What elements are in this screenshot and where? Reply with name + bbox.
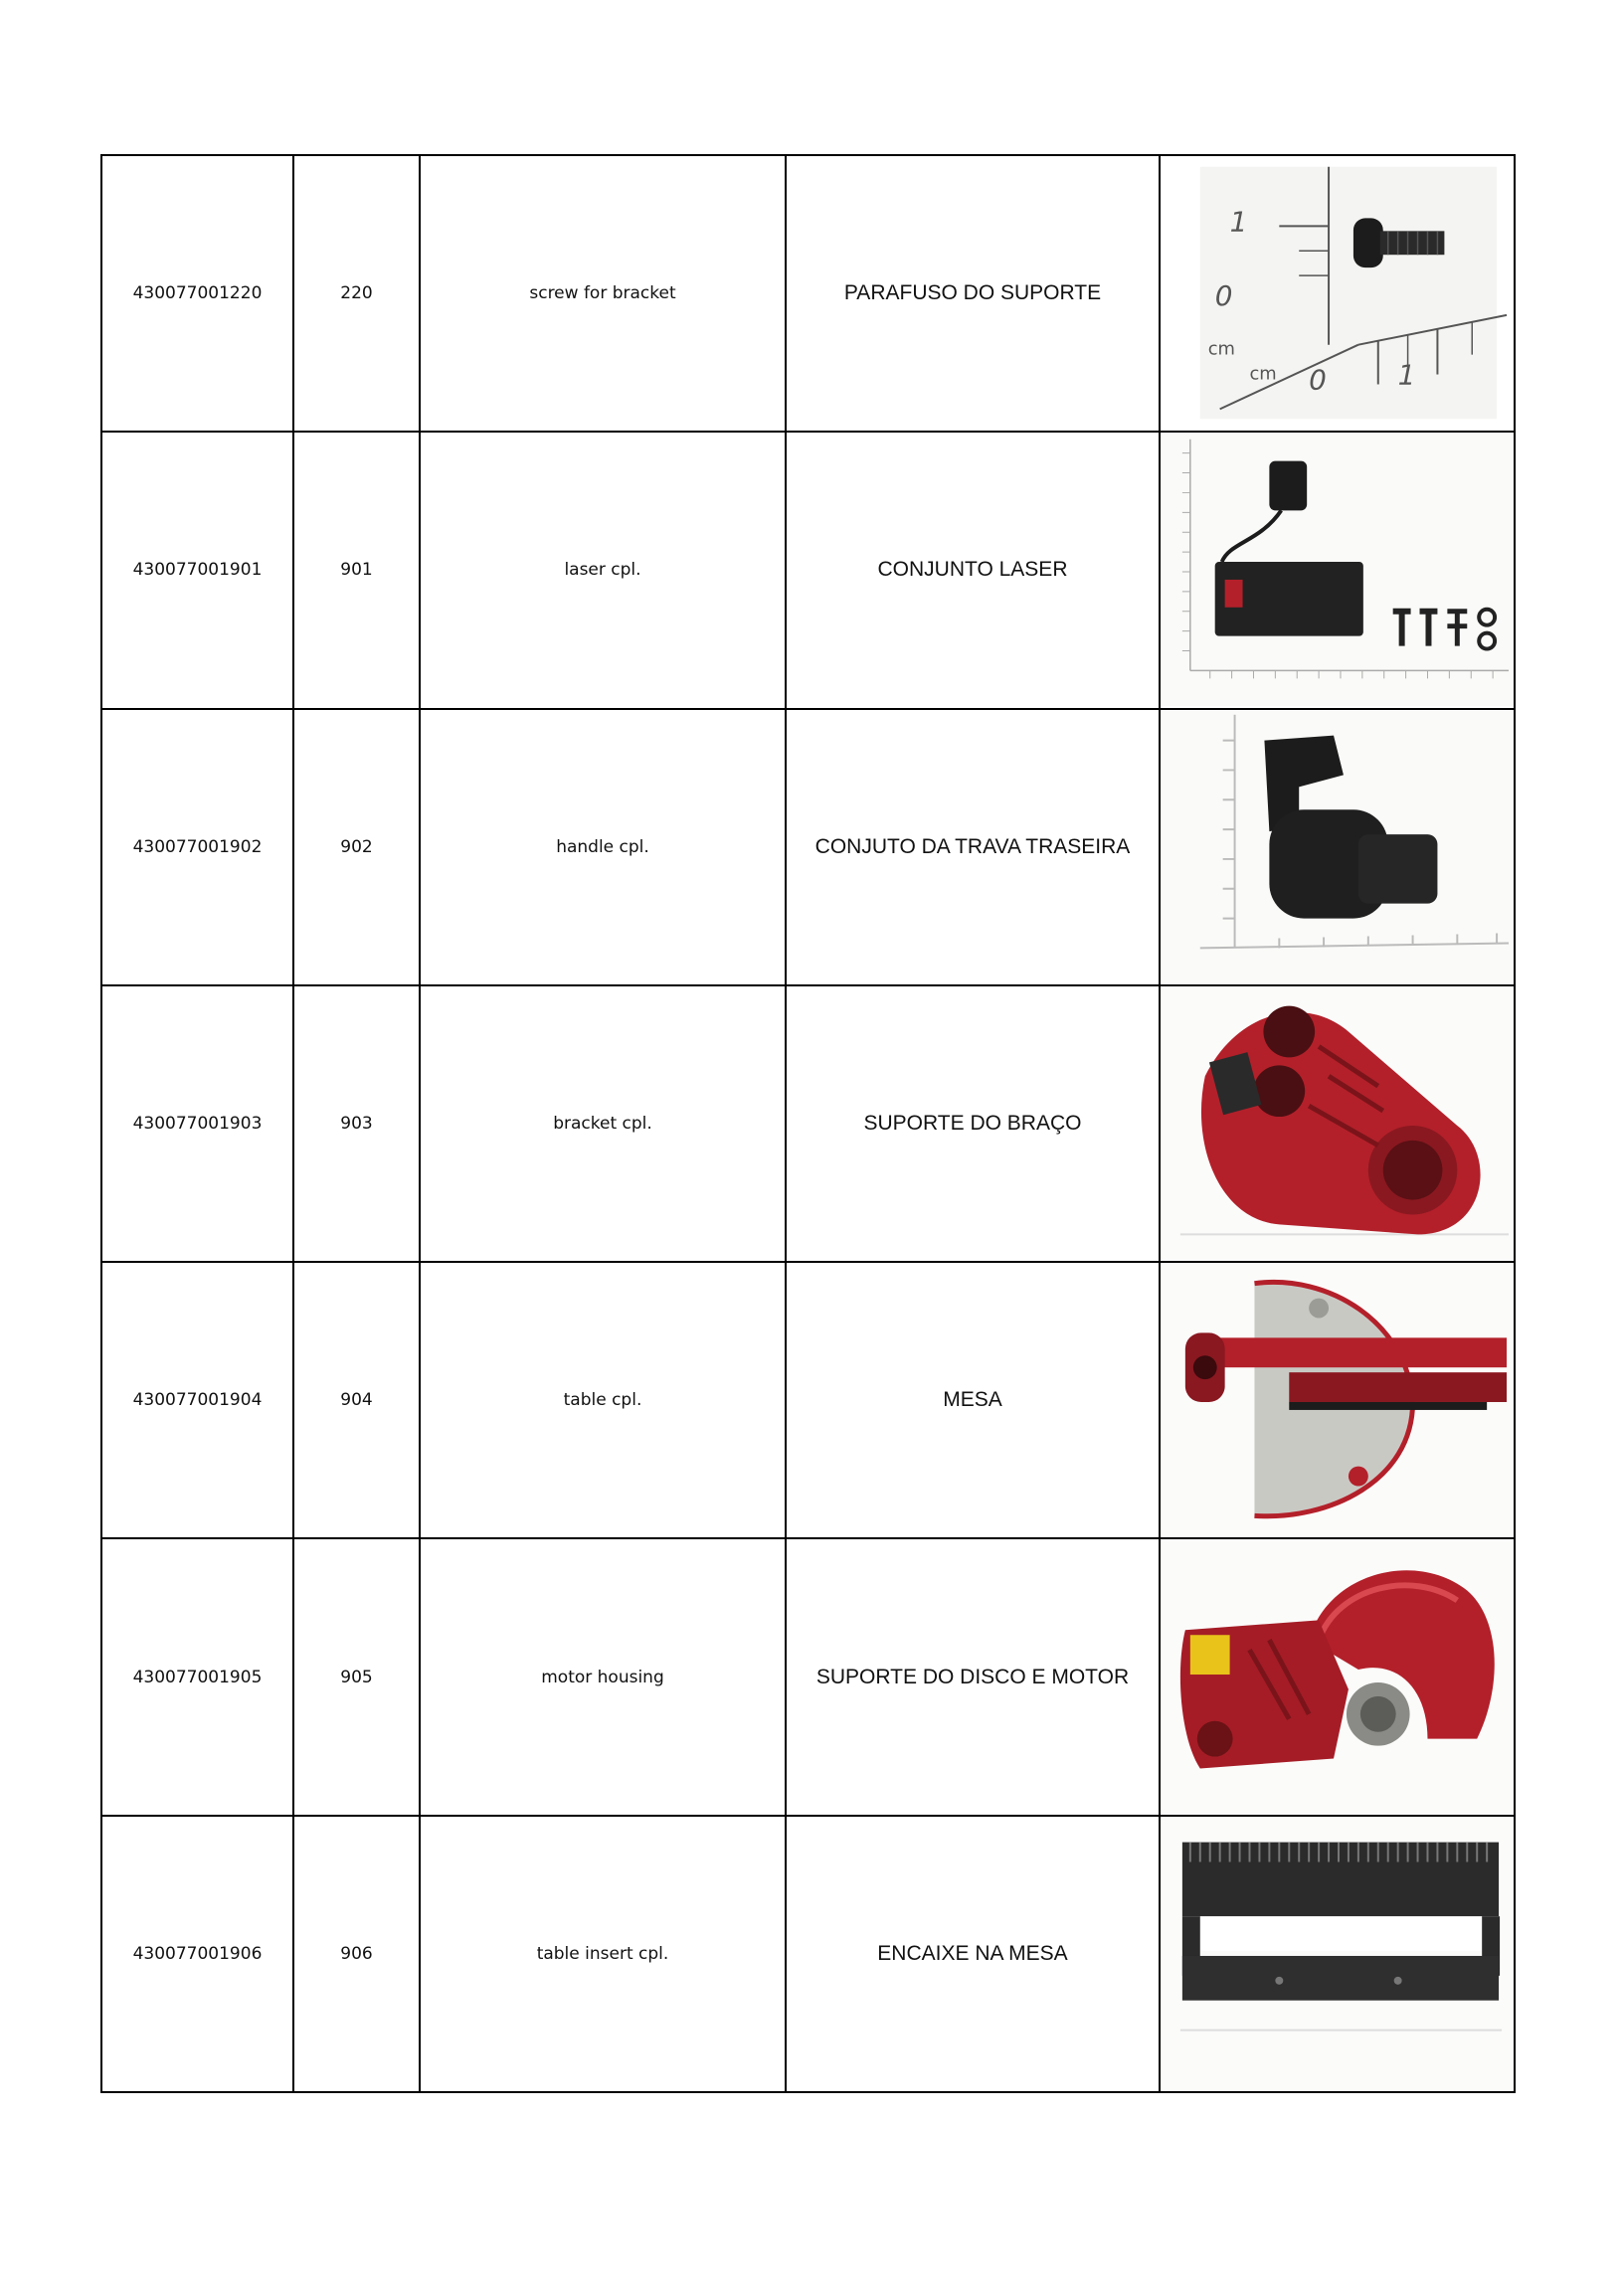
ruler-label: 0 <box>1214 279 1233 313</box>
part-code: 430077001902 <box>101 709 293 985</box>
part-description-en: motor housing <box>420 1538 786 1815</box>
table-photo-icon <box>1161 1263 1514 1537</box>
part-description-en: table insert cpl. <box>420 1816 786 2092</box>
part-position: 902 <box>293 709 420 985</box>
ruler-label: cm <box>1207 338 1235 360</box>
part-code: 430077001905 <box>101 1538 293 1815</box>
ruler-label: cm <box>1249 363 1277 385</box>
part-description-pt: CONJUNTO LASER <box>786 432 1160 708</box>
part-position: 904 <box>293 1262 420 1538</box>
part-photo <box>1160 709 1515 985</box>
laser-unit-photo-icon <box>1161 433 1514 707</box>
ruler-label: 1 <box>1397 358 1416 392</box>
table-row <box>101 1262 1515 1538</box>
part-position: 220 <box>293 155 420 432</box>
bracket-photo-icon <box>1161 986 1514 1261</box>
part-position: 903 <box>293 985 420 1262</box>
part-photo <box>1160 1538 1515 1815</box>
part-code: 430077001220 <box>101 155 293 432</box>
part-code: 430077001904 <box>101 1262 293 1538</box>
part-description-pt: PARAFUSO DO SUPORTE <box>786 155 1160 432</box>
part-description-en: screw for bracket <box>420 155 786 432</box>
part-description-pt: MESA <box>786 1262 1160 1538</box>
part-description-en: table cpl. <box>420 1262 786 1538</box>
motor-housing-photo-icon <box>1161 1540 1514 1815</box>
table-row <box>101 432 1515 708</box>
part-position: 906 <box>293 1816 420 2092</box>
table-row <box>101 709 1515 985</box>
table-row <box>101 155 1515 432</box>
part-description-en: handle cpl. <box>420 709 786 985</box>
part-description-pt: SUPORTE DO DISCO E MOTOR <box>786 1538 1160 1815</box>
table-row <box>101 1816 1515 2092</box>
handle-photo-icon <box>1161 710 1514 984</box>
ruler-label: 0 <box>1309 363 1327 397</box>
part-description-pt: CONJUTO DA TRAVA TRASEIRA <box>786 709 1160 985</box>
table-row <box>101 985 1515 1262</box>
part-code: 430077001901 <box>101 432 293 708</box>
part-code: 430077001906 <box>101 1816 293 2092</box>
ruler-label: 1 <box>1229 205 1248 239</box>
part-photo <box>1160 1816 1515 2092</box>
part-photo <box>1160 985 1515 1262</box>
part-position: 905 <box>293 1538 420 1815</box>
part-description-en: laser cpl. <box>420 432 786 708</box>
part-code: 430077001903 <box>101 985 293 1262</box>
part-description-pt: ENCAIXE NA MESA <box>786 1816 1160 2092</box>
table-row <box>101 1538 1515 1815</box>
part-photo <box>1160 155 1515 432</box>
table-insert-photo-icon <box>1161 1817 1514 2091</box>
screw-photo-icon <box>1161 156 1514 431</box>
parts-table <box>100 154 1516 2093</box>
part-photo <box>1160 1262 1515 1538</box>
part-description-en: bracket cpl. <box>420 985 786 1262</box>
part-position: 901 <box>293 432 420 708</box>
part-photo <box>1160 432 1515 708</box>
part-description-pt: SUPORTE DO BRAÇO <box>786 985 1160 1262</box>
